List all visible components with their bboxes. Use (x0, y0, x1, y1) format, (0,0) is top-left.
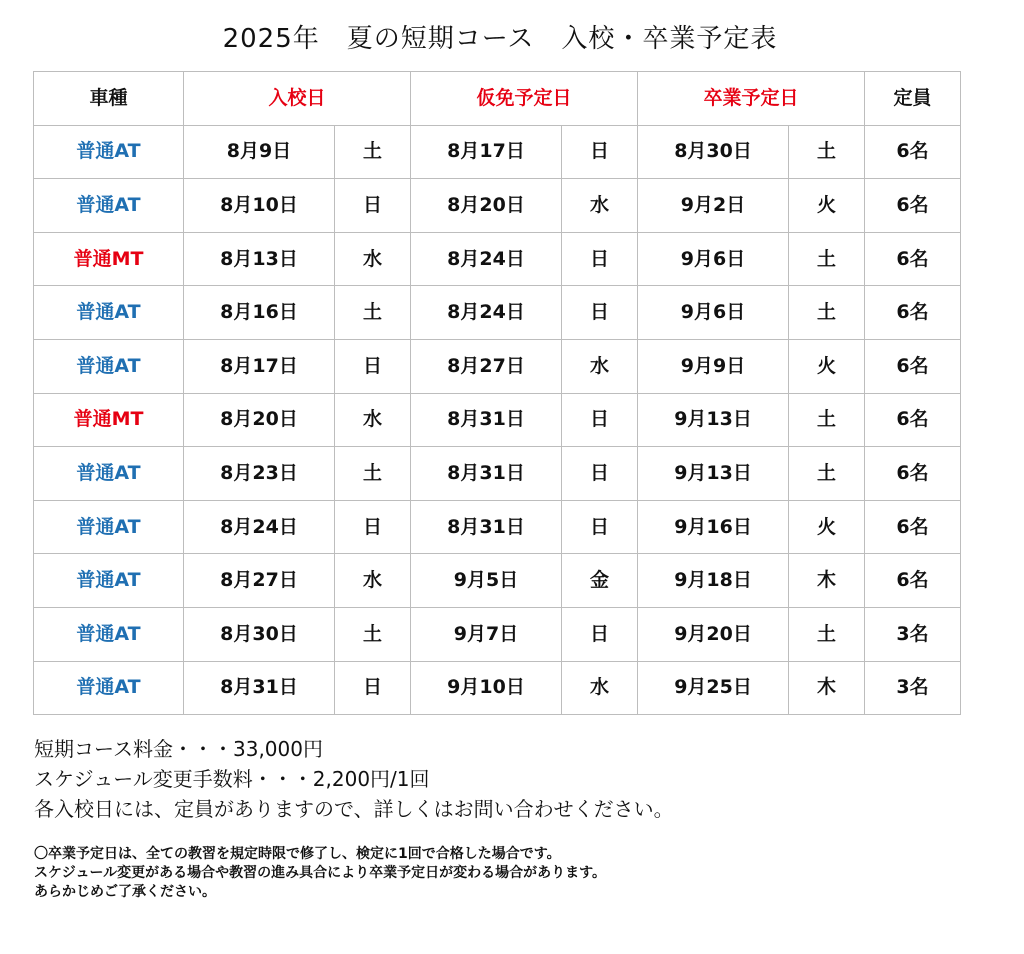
provisional-date-cell: 8月31日 (411, 500, 562, 554)
capacity-cell: 6名 (865, 500, 961, 554)
graduation-day-cell: 火 (789, 179, 865, 233)
capacity-cell: 6名 (865, 339, 961, 393)
capacity-cell: 6名 (865, 393, 961, 447)
graduation-date-cell: 9月16日 (638, 500, 789, 554)
entry-day-cell: 日 (335, 339, 411, 393)
fee-notes (34, 734, 674, 824)
vehicle-type-cell: 普通AT (34, 554, 184, 608)
provisional-date-cell: 9月7日 (411, 607, 562, 661)
capacity-cell: 6名 (865, 554, 961, 608)
provisional-date-cell: 8月31日 (411, 447, 562, 501)
schedule-body (34, 125, 961, 715)
entry-date-cell: 8月13日 (184, 232, 335, 286)
vehicle-type-cell: 普通MT (34, 232, 184, 286)
graduation-date-cell: 9月20日 (638, 607, 789, 661)
capacity-cell: 6名 (865, 125, 961, 179)
vehicle-type-cell: 普通AT (34, 661, 184, 715)
graduation-date-cell: 9月13日 (638, 393, 789, 447)
graduation-date-cell: 9月25日 (638, 661, 789, 715)
header-capacity: 定員 (865, 72, 961, 126)
entry-date-cell: 8月23日 (184, 447, 335, 501)
graduation-date-cell: 9月6日 (638, 286, 789, 340)
provisional-date-cell: 8月31日 (411, 393, 562, 447)
provisional-day-cell: 金 (562, 554, 638, 608)
provisional-date-cell: 9月5日 (411, 554, 562, 608)
entry-date-cell: 8月16日 (184, 286, 335, 340)
provisional-day-cell: 水 (562, 339, 638, 393)
table-row (34, 286, 961, 340)
entry-date-cell: 8月27日 (184, 554, 335, 608)
capacity-cell: 6名 (865, 232, 961, 286)
provisional-day-cell: 日 (562, 125, 638, 179)
table-row (34, 179, 961, 233)
graduation-day-cell: 土 (789, 286, 865, 340)
header-provisional-date: 仮免予定日 (411, 72, 638, 126)
graduation-day-cell: 土 (789, 393, 865, 447)
header-entry-date: 入校日 (184, 72, 411, 126)
graduation-date-cell: 9月18日 (638, 554, 789, 608)
entry-day-cell: 土 (335, 286, 411, 340)
table-row (34, 232, 961, 286)
vehicle-type-cell: 普通AT (34, 286, 184, 340)
header-graduation-date: 卒業予定日 (638, 72, 865, 126)
provisional-date-cell: 8月17日 (411, 125, 562, 179)
provisional-date-cell: 8月20日 (411, 179, 562, 233)
entry-day-cell: 水 (335, 232, 411, 286)
vehicle-type-cell: 普通MT (34, 393, 184, 447)
graduation-date-cell: 9月2日 (638, 179, 789, 233)
provisional-day-cell: 日 (562, 607, 638, 661)
footnote-line-3: あらかじめご了承ください。 (34, 884, 216, 900)
vehicle-type-cell: 普通AT (34, 500, 184, 554)
graduation-day-cell: 木 (789, 661, 865, 715)
entry-date-cell: 8月17日 (184, 339, 335, 393)
provisional-day-cell: 水 (562, 661, 638, 715)
provisional-day-cell: 日 (562, 286, 638, 340)
graduation-day-cell: 火 (789, 500, 865, 554)
entry-day-cell: 日 (335, 179, 411, 233)
table-header-row (34, 72, 961, 126)
footnote-line-1: 〇卒業予定日は、全ての教習を規定時限で修了し、検定に1回で合格した場合です。 (34, 846, 561, 862)
course-fee-text: 短期コース料金・・・33,000円 (34, 737, 323, 761)
table-row (34, 125, 961, 179)
provisional-day-cell: 日 (562, 393, 638, 447)
vehicle-type-cell: 普通AT (34, 447, 184, 501)
provisional-day-cell: 日 (562, 232, 638, 286)
graduation-day-cell: 土 (789, 232, 865, 286)
entry-day-cell: 土 (335, 447, 411, 501)
provisional-day-cell: 日 (562, 447, 638, 501)
entry-date-cell: 8月9日 (184, 125, 335, 179)
table-row (34, 393, 961, 447)
table-row (34, 607, 961, 661)
change-fee-text: スケジュール変更手数料・・・2,200円/1回 (34, 767, 430, 791)
entry-day-cell: 水 (335, 554, 411, 608)
capacity-cell: 3名 (865, 607, 961, 661)
entry-day-cell: 日 (335, 661, 411, 715)
capacity-note-text: 各入校日には、定員がありますので、詳しくはお問い合わせください。 (34, 797, 674, 821)
entry-date-cell: 8月10日 (184, 179, 335, 233)
entry-day-cell: 日 (335, 500, 411, 554)
entry-day-cell: 土 (335, 125, 411, 179)
table-row (34, 661, 961, 715)
graduation-day-cell: 木 (789, 554, 865, 608)
graduation-date-cell: 9月13日 (638, 447, 789, 501)
table-row (34, 339, 961, 393)
table-row (34, 447, 961, 501)
graduation-day-cell: 土 (789, 447, 865, 501)
graduation-day-cell: 土 (789, 607, 865, 661)
schedule-table (33, 71, 961, 715)
capacity-cell: 3名 (865, 661, 961, 715)
provisional-date-cell: 8月24日 (411, 232, 562, 286)
capacity-cell: 6名 (865, 179, 961, 233)
entry-day-cell: 土 (335, 607, 411, 661)
table-row (34, 500, 961, 554)
entry-date-cell: 8月24日 (184, 500, 335, 554)
footnote-line-2: スケジュール変更がある場合や教習の進み具合により卒業予定日が変わる場合があります。 (34, 865, 607, 881)
page-title: 2025年 夏の短期コース 入校・卒業予定表 (222, 24, 778, 54)
table-row (34, 554, 961, 608)
graduation-day-cell: 土 (789, 125, 865, 179)
provisional-day-cell: 水 (562, 179, 638, 233)
entry-date-cell: 8月31日 (184, 661, 335, 715)
graduation-day-cell: 火 (789, 339, 865, 393)
entry-day-cell: 水 (335, 393, 411, 447)
header-vehicle-type: 車種 (34, 72, 184, 126)
vehicle-type-cell: 普通AT (34, 125, 184, 179)
provisional-date-cell: 9月10日 (411, 661, 562, 715)
vehicle-type-cell: 普通AT (34, 607, 184, 661)
vehicle-type-cell: 普通AT (34, 339, 184, 393)
provisional-date-cell: 8月24日 (411, 286, 562, 340)
graduation-date-cell: 9月9日 (638, 339, 789, 393)
entry-date-cell: 8月30日 (184, 607, 335, 661)
capacity-cell: 6名 (865, 286, 961, 340)
graduation-date-cell: 9月6日 (638, 232, 789, 286)
vehicle-type-cell: 普通AT (34, 179, 184, 233)
footnotes (34, 845, 606, 902)
provisional-day-cell: 日 (562, 500, 638, 554)
capacity-cell: 6名 (865, 447, 961, 501)
entry-date-cell: 8月20日 (184, 393, 335, 447)
provisional-date-cell: 8月27日 (411, 339, 562, 393)
graduation-date-cell: 8月30日 (638, 125, 789, 179)
